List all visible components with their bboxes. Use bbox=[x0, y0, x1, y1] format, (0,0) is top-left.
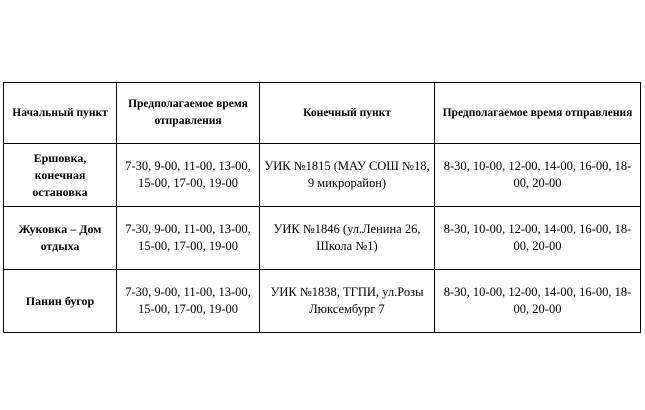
document-page bbox=[3, 82, 640, 333]
table-row bbox=[4, 270, 641, 333]
end-point-cell: УИК №1815 (МАУ СОШ №18, 9 микрорайон) bbox=[260, 144, 435, 207]
end-point-cell: УИК №1846 (ул.Ленина 26, Школа №1) bbox=[260, 207, 435, 270]
departure-times-end-cell: 8-30, 10-00, 12-00, 14-00, 16-00, 18-00, 20-00 bbox=[435, 207, 641, 270]
start-point-cell: Панин бугор bbox=[4, 270, 117, 333]
end-point-cell: УИК №1838, ТГПИ, ул.Розы Люксембург 7 bbox=[260, 270, 435, 333]
departure-times-end-cell: 8-30, 10-00, 12-00, 14-00, 16-00, 18-00, 20-00 bbox=[435, 270, 641, 333]
table-row bbox=[4, 144, 641, 207]
start-point-cell: Жуковка – Дом отдыха bbox=[4, 207, 117, 270]
schedule-table bbox=[3, 82, 641, 333]
header-end-point: Конечный пункт bbox=[260, 83, 435, 144]
header-departure-time-start: Предполагаемое время отправления bbox=[117, 83, 260, 144]
header-start-point: Начальный пункт bbox=[4, 83, 117, 144]
departure-times-start-cell: 7-30, 9-00, 11-00, 13-00, 15-00, 17-00, 19-00 bbox=[117, 144, 260, 207]
departure-times-end-cell: 8-30, 10-00, 12-00, 14-00, 16-00, 18-00, 20-00 bbox=[435, 144, 641, 207]
table-header-row bbox=[4, 83, 641, 144]
departure-times-start-cell: 7-30, 9-00, 11-00, 13-00, 15-00, 17-00, 19-00 bbox=[117, 270, 260, 333]
header-departure-time-end: Предполагаемое время отправления bbox=[435, 83, 641, 144]
start-point-cell: Ершовка, конечная остановка bbox=[4, 144, 117, 207]
departure-times-start-cell: 7-30, 9-00, 11-00, 13-00, 15-00, 17-00, 19-00 bbox=[117, 207, 260, 270]
table-row bbox=[4, 207, 641, 270]
